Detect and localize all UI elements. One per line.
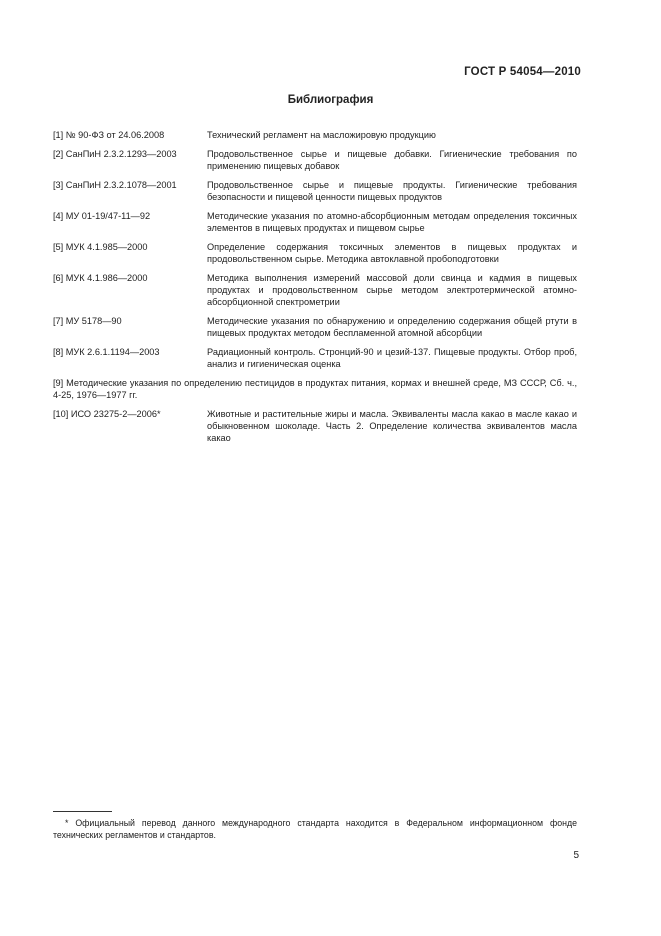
entry-description: Методические указания по атомно-абсорбционным методам определения токсичных элементов в пищевых продуктах и пищевом сырье [207, 210, 577, 233]
entry-description: Технический регламент на масложировую продукцию [207, 130, 436, 140]
entry-reference: [3] СанПиН 2.3.2.1078—2001 [53, 179, 177, 190]
bibliography-entry [53, 179, 577, 203]
entry-description: Методические указания по обнаружению и определению содержания общей ртути в пищевых продуктах методом беспламенной атомной абсорбции [207, 316, 577, 339]
footnote-divider [53, 811, 112, 812]
standard-code: ГОСТ Р 54054—2010 [464, 66, 581, 78]
entry-reference: [1] № 90-ФЗ от 24.06.2008 [53, 130, 165, 140]
bibliography-entry [53, 129, 577, 141]
entry-description: Методика выполнения измерений массовой доли свинца и кадмия в пищевых продуктах и продовольственном сырье методом электротермической атомно-абсорбционной спектрометрии [207, 272, 577, 308]
bibliography-entry [53, 210, 577, 234]
entry-reference: [4] МУ 01-19/47-11—92 [53, 210, 151, 221]
entry-description: Продовольственное сырье и пищевые продукты. Гигиенические требования безопасности и пищевой ценности пищевых продуктов [207, 179, 577, 202]
bibliography-entry [53, 272, 577, 309]
bibliography-list [53, 129, 577, 451]
bibliography-entry [53, 377, 577, 401]
bibliography-entry [53, 346, 577, 370]
entry-reference: [10] ИСО 23275-2—2006* [53, 409, 161, 419]
page-number: 5 [573, 850, 579, 861]
entry-description: Продовольственное сырье и пищевые добавки. Гигиенические требования по применению пищевых добавок [207, 148, 577, 171]
entry-description: Определение содержания токсичных элементов в пищевых продуктах и продовольственном сырье. Методика автоклавной пробоподготовки [207, 241, 577, 264]
bibliography-entry [53, 148, 577, 172]
entry-reference: [8] МУК 2.6.1.1194—2003 [53, 347, 160, 357]
entry-full-text: [9] Методические указания по определению пестицидов в продуктах питания, кормах и внешней среде, МЗ СССР, Сб. ч., 4-25, 1976—1977 гг. [53, 378, 577, 401]
entry-reference: [6] МУК 4.1.986—2000 [53, 272, 148, 283]
entry-reference: [2] СанПиН 2.3.2.1293—2003 [53, 148, 177, 159]
entry-description: Животные и растительные жиры и масла. Эквиваленты масла какао в масле какао и обыкновенном шоколаде. Часть 2. Определение количества эквивалентов масла какао [207, 409, 577, 444]
footnote: * Официальный перевод данного международного стандарта находится в Федеральном информационном фонде технических регламентов и стандартов. [53, 818, 577, 841]
bibliography-entry [53, 315, 577, 339]
bibliography-entry [53, 241, 577, 265]
page-title: Библиография [287, 94, 374, 106]
entry-description: Радиационный контроль. Стронций-90 и цезий-137. Пищевые продукты. Отбор проб, анализ и гигиеническая оценка [207, 347, 577, 370]
entry-reference: [5] МУК 4.1.985—2000 [53, 241, 148, 252]
entry-reference: [7] МУ 5178—90 [53, 316, 122, 326]
bibliography-entry [53, 408, 577, 445]
